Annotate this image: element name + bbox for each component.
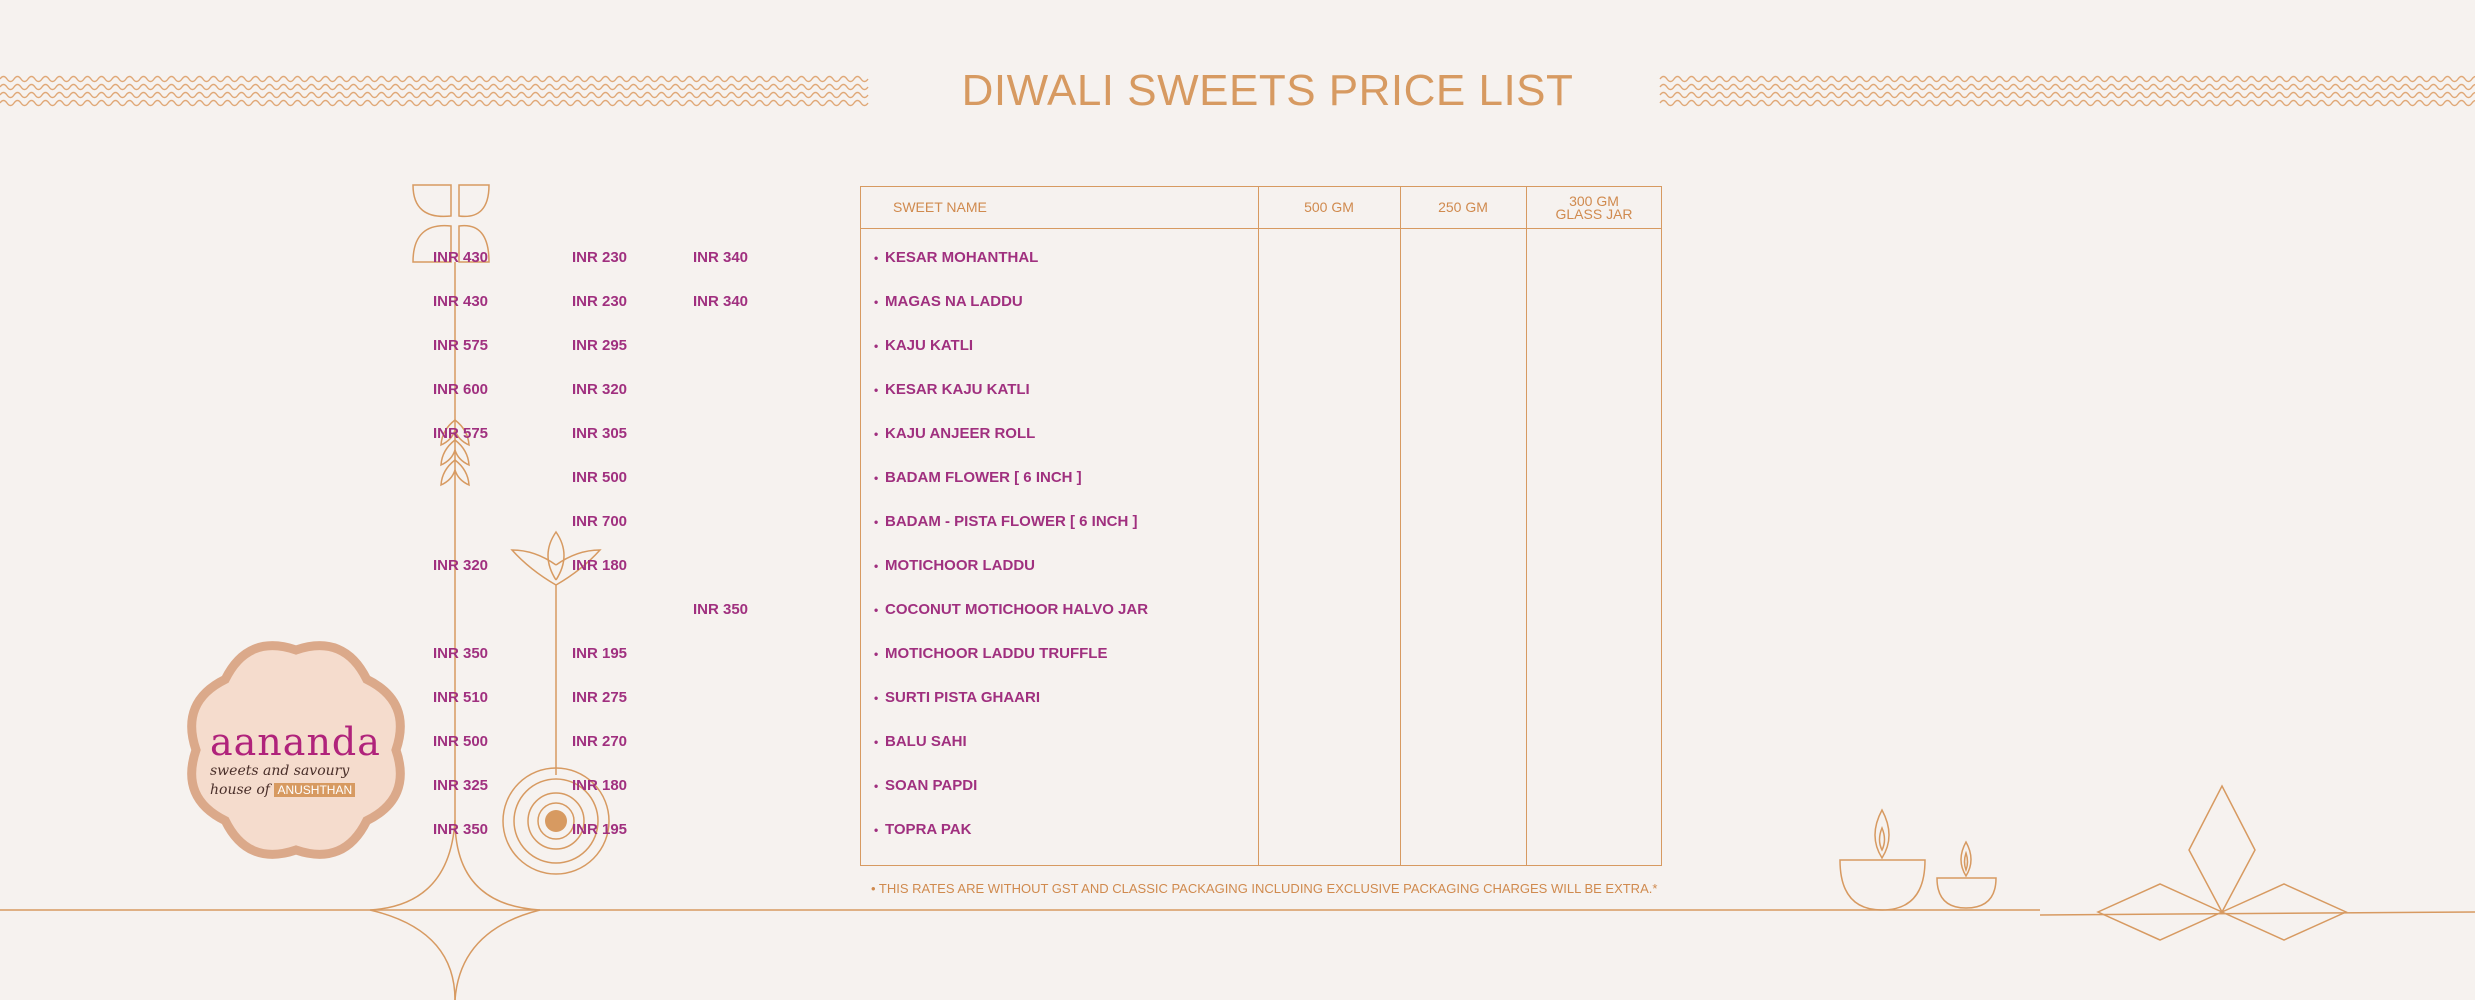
price-250gm: INR 180 — [572, 777, 628, 794]
price-500gm: INR 350 — [433, 645, 489, 662]
bullet: • — [874, 559, 879, 573]
logo — [210, 722, 380, 800]
bullet: • — [874, 471, 879, 485]
footnote: • THIS RATES ARE WITHOUT GST AND CLASSIC PACKAGING INCLUDING EXCLUSIVE PACKAGING CHARGES WILL BE EXTRA.* — [871, 881, 1658, 896]
page-title: DIWALI SWEETS PRICE LIST — [961, 66, 1574, 115]
price-500gm: INR 430 — [433, 293, 489, 310]
price-250gm: INR 230 — [572, 293, 628, 310]
price-250gm: INR 305 — [572, 425, 628, 442]
sweet-name: KESAR MOHANTHAL — [885, 249, 1039, 266]
logo-brand: aananda — [210, 720, 381, 764]
table-row — [433, 642, 1661, 666]
table-row — [433, 334, 1661, 358]
price-500gm: INR 500 — [433, 733, 489, 750]
price-250gm: INR 295 — [572, 337, 628, 354]
table-row — [433, 818, 1661, 842]
sweet-name: KESAR KAJU KATLI — [885, 381, 1030, 398]
header-sweet-name: SWEET NAME — [893, 199, 987, 215]
price-250gm: INR 500 — [572, 469, 628, 486]
header-500gm: 500 GM — [1304, 199, 1354, 215]
price-250gm: INR 195 — [572, 645, 628, 662]
bullet: • — [874, 823, 879, 837]
logo-tagline: sweets and savoury — [210, 763, 350, 779]
sweet-name: KAJU ANJEER ROLL — [885, 425, 1036, 442]
bullet: • — [874, 383, 879, 397]
header-glass-jar: GLASS JAR — [1555, 205, 1633, 222]
price-500gm: INR 575 — [433, 425, 489, 442]
sweet-name: BADAM FLOWER [ 6 INCH ] — [885, 469, 1082, 486]
bullet: • — [874, 691, 879, 705]
price-250gm: INR 195 — [572, 821, 628, 838]
price-300gm: INR 340 — [693, 293, 749, 310]
header-300gm-glass-jar — [1526, 187, 1662, 228]
price-250gm: INR 270 — [572, 733, 628, 750]
header-300gm: 300 GM — [1569, 192, 1619, 209]
sweet-name: MOTICHOOR LADDU TRUFFLE — [885, 645, 1108, 662]
diya-lamp-icon — [1840, 810, 1996, 910]
table-row — [693, 598, 1661, 622]
price-500gm: INR 350 — [433, 821, 489, 838]
table-row — [433, 378, 1661, 402]
main-stem — [455, 262, 540, 910]
table-row — [433, 774, 1661, 798]
sweet-name: TOPRA PAK — [885, 821, 972, 838]
logo-house-of: house of — [210, 782, 270, 798]
table-row — [433, 686, 1661, 710]
table-row — [433, 422, 1661, 446]
price-250gm: INR 275 — [572, 689, 628, 706]
bullet: • — [874, 515, 879, 529]
bullet: • — [874, 779, 879, 793]
mandala-center — [545, 810, 567, 832]
table-row — [433, 554, 1661, 578]
sweet-name: SOAN PAPDI — [885, 777, 978, 794]
price-250gm: INR 700 — [572, 513, 628, 530]
table-row — [433, 730, 1661, 754]
table-row — [572, 466, 1661, 490]
price-table — [433, 186, 1662, 866]
bullet: • — [874, 735, 879, 749]
price-300gm: INR 340 — [693, 249, 749, 266]
price-500gm: INR 510 — [433, 689, 489, 706]
stem-arch-right — [455, 910, 540, 1000]
sweet-name: KAJU KATLI — [885, 337, 974, 354]
sweet-name: COCONUT MOTICHOOR HALVO JAR — [885, 601, 1149, 618]
bullet: • — [874, 339, 879, 353]
bullet: • — [874, 603, 879, 617]
sweet-name: BADAM - PISTA FLOWER [ 6 INCH ] — [885, 513, 1138, 530]
price-500gm: INR 325 — [433, 777, 489, 794]
price-250gm: INR 230 — [572, 249, 628, 266]
diamond-kite-icon — [2098, 786, 2346, 940]
bullet: • — [874, 647, 879, 661]
sweet-name: BALU SAHI — [885, 733, 967, 750]
price-300gm: INR 350 — [693, 601, 749, 618]
price-500gm: INR 320 — [433, 557, 489, 574]
price-500gm: INR 430 — [433, 249, 489, 266]
price-250gm: INR 180 — [572, 557, 628, 574]
table-row — [433, 290, 1661, 314]
table-row — [572, 510, 1661, 534]
header-250gm: 250 GM — [1438, 199, 1488, 215]
sweet-name: MAGAS NA LADDU — [885, 293, 1023, 310]
price-250gm: INR 320 — [572, 381, 628, 398]
table-row — [433, 246, 1661, 270]
bullet: • — [874, 251, 879, 265]
header-divider — [861, 228, 1661, 229]
bullet: • — [874, 295, 879, 309]
sweet-name: SURTI PISTA GHAARI — [885, 689, 1041, 706]
sweet-name: MOTICHOOR LADDU — [885, 557, 1035, 574]
logo-house-name: ANUSHTHAN — [274, 783, 355, 797]
price-500gm: INR 600 — [433, 381, 489, 398]
bullet: • — [874, 427, 879, 441]
price-500gm: INR 575 — [433, 337, 489, 354]
